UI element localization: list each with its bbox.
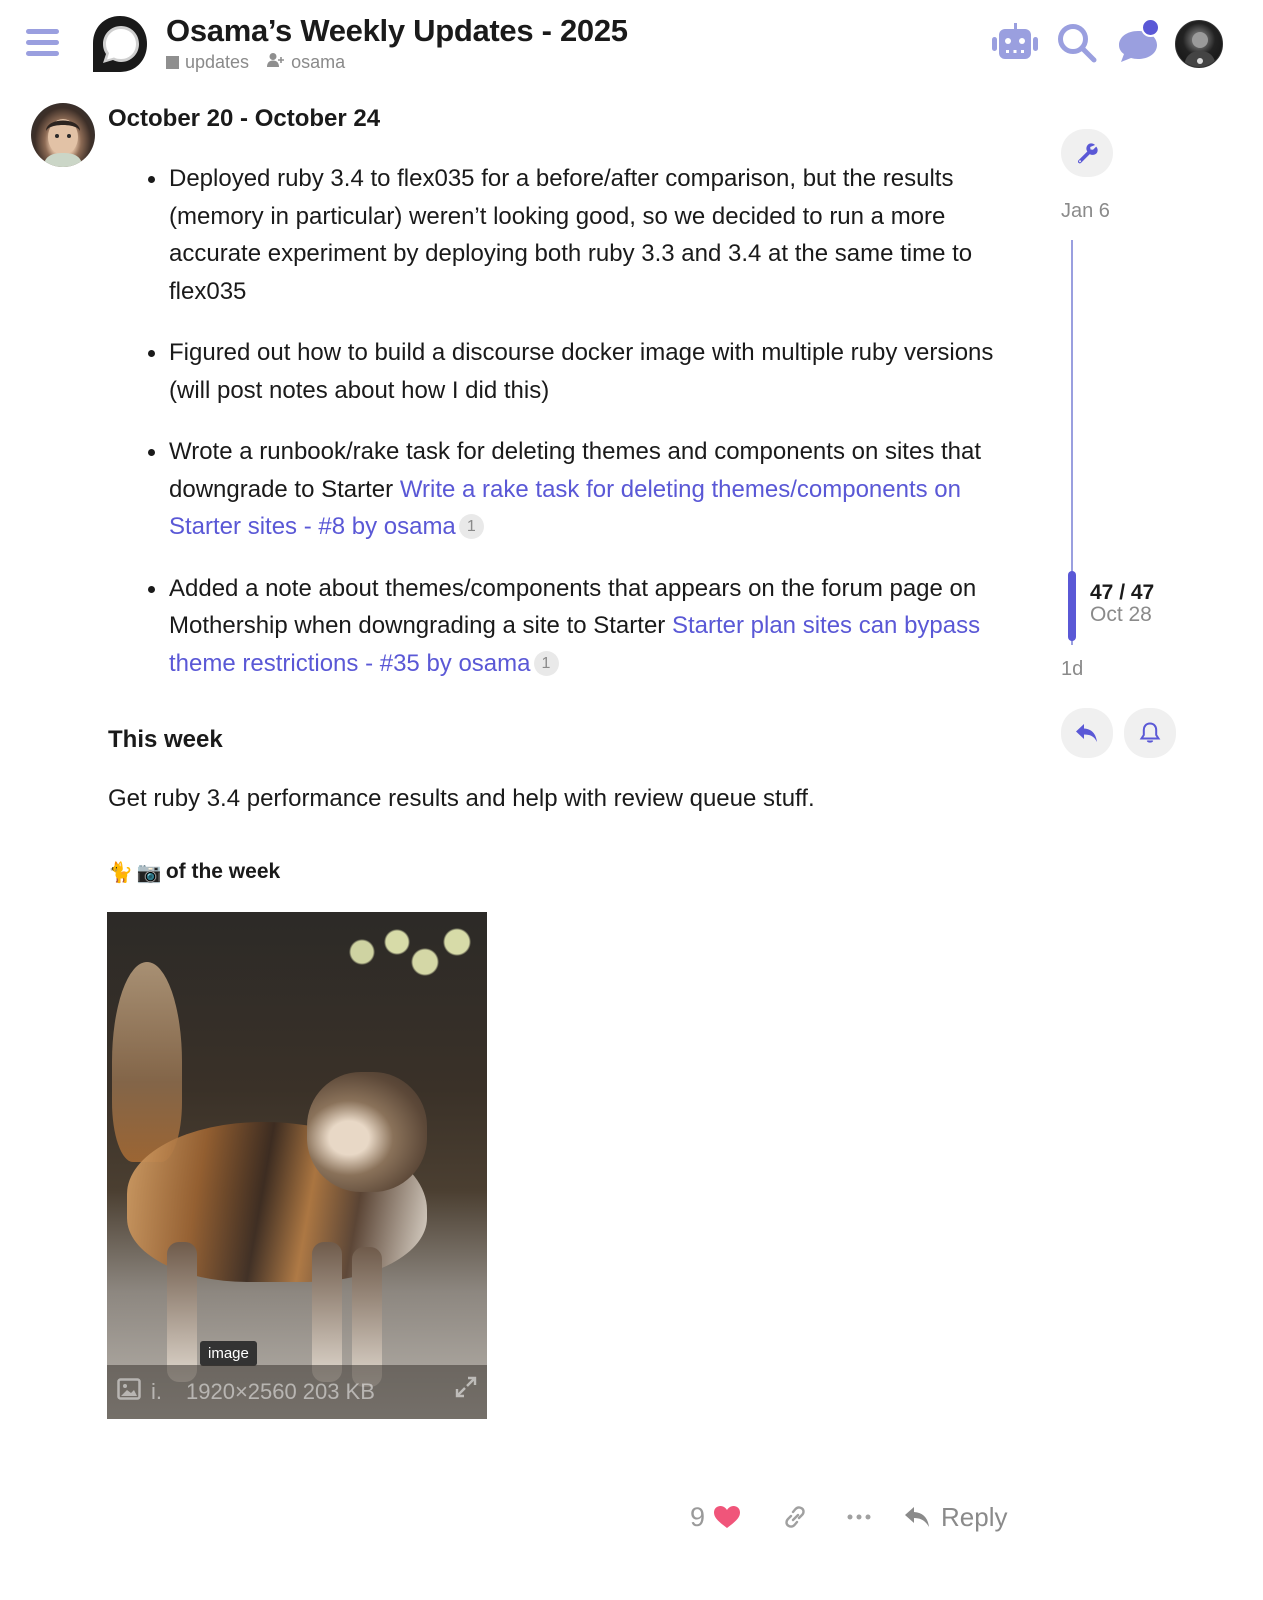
link-click-count: 1 [459,514,484,539]
list-item: Figured out how to build a discourse docker image with multiple ruby versions (will post notes about how I did this) [169,334,1029,409]
timeline-position: 47 / 47 [1090,581,1155,604]
timeline-start-date[interactable]: Jan 6 [1061,200,1110,222]
like-button[interactable] [690,1502,741,1533]
image-meta-bar [107,1365,487,1419]
camera-emoji-icon: 📷 [136,860,162,884]
list-item: Wrote a runbook/rake task for deleting themes and components on sites that downgrade to Starter Write a rake task for deleting themes/components on Starter sites - #8 by osama 1 [169,433,1029,546]
topic-link[interactable]: Write a rake task for deleting themes/components on Starter sites - #8 by osama [169,475,961,540]
search-icon[interactable] [1052,18,1102,68]
user-avatar[interactable] [1175,20,1223,68]
this-week-text: Get ruby 3.4 performance results and help with review queue stuff. [108,785,815,812]
chat-icon[interactable] [1113,18,1163,68]
timeline-current-date: Oct 28 [1090,603,1152,626]
reply-label: Reply [941,1501,1008,1532]
bell-icon [1139,721,1161,745]
expand-icon[interactable] [455,1376,477,1403]
category-badge-icon [166,56,179,69]
robot-icon[interactable] [990,18,1040,68]
cat-emoji-icon: 🐈 [108,860,133,884]
site-header [0,0,1263,88]
reply-button[interactable] [903,1502,1007,1533]
reply-icon [903,1505,931,1529]
copy-link-icon[interactable] [775,1497,815,1537]
wrench-icon [1075,141,1099,165]
more-options-icon[interactable] [839,1497,879,1537]
cat-image-lightbox[interactable] [107,912,487,1419]
timeline-reply-button[interactable] [1061,708,1113,758]
timeline-end-label[interactable]: 1d [1061,658,1084,680]
list-item: Deployed ruby 3.4 to flex035 for a before/after comparison, but the results (memory in particular) weren’t looking good, so we decided to run a more accurate experiment by deploying both ruby 3.3 and 3.4 at the same time to flex035 [169,160,1029,310]
cat-photo [112,962,182,1162]
link-click-count: 1 [534,651,559,676]
notification-dot [1141,18,1160,37]
participant-link[interactable]: osama [291,52,346,72]
topic-link[interactable]: Starter plan sites can bypass theme restrictions - #35 by osama [169,612,981,677]
post-author-avatar[interactable] [31,103,95,167]
post-heading: October 20 - October 24 [108,105,381,132]
participant-icon [267,52,285,73]
image-tooltip: image [200,1341,257,1366]
list-item: Added a note about themes/components that appears on the forum page on Mothership when downgrading a site to Starter Starter plan sites can bypass theme restrictions - #35 by osama 1 [169,570,1029,683]
heart-icon [713,1505,741,1529]
topic-title[interactable]: Osama’s Weekly Updates - 2025 [166,13,628,48]
timeline-handle[interactable] [1068,571,1076,641]
this-week-heading: This week [108,726,223,753]
post-bullet-list [169,160,1029,706]
like-count: 9 [690,1501,706,1532]
image-icon [117,1378,141,1406]
topic-meta [166,52,345,73]
discourse-logo[interactable] [90,14,150,74]
reply-icon [1074,722,1100,744]
category-link[interactable]: updates [185,52,250,72]
image-filesize: 203 KB [302,1379,375,1404]
notification-bell-button[interactable] [1124,708,1176,758]
menu-icon[interactable] [26,29,60,57]
post-controls [690,1497,1008,1537]
image-filename: i. [151,1379,162,1404]
admin-wrench-button[interactable] [1061,129,1113,177]
cat-of-week-heading: 🐈 📷 of the week [108,860,281,884]
image-dimensions: 1920×2560 [186,1379,297,1404]
